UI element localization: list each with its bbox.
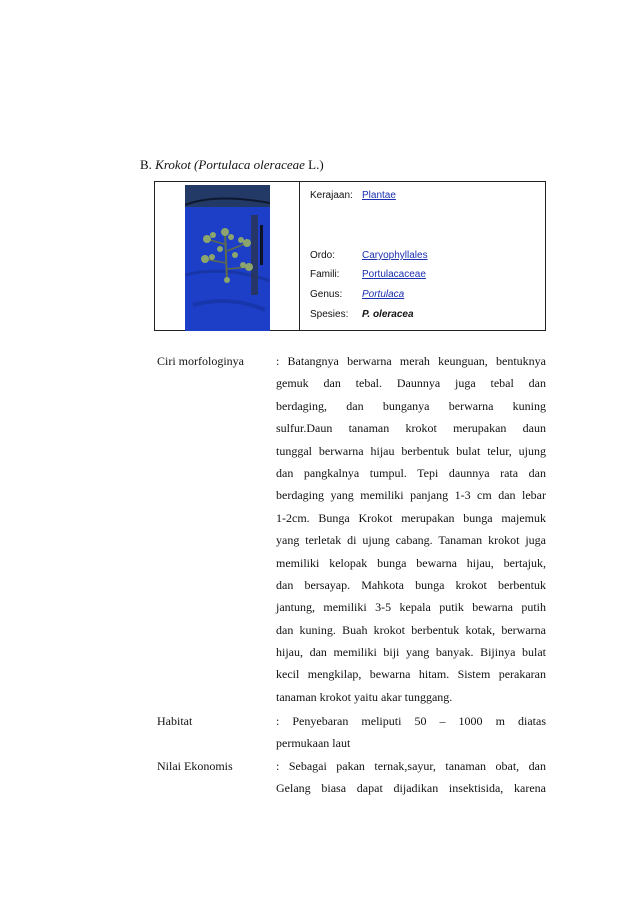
field-label-morphology: Ciri morfologinya	[157, 354, 244, 368]
text-line: berdaging, dan bunganya berwarna kuning	[276, 398, 546, 413]
taxonomy-key: Famili:	[310, 269, 340, 280]
text-line: kecil mengkilap, bewarna hitam. Sistem perakaran	[276, 667, 546, 682]
text-line: Gelang biasa dapat dijadikan insektisida, karena	[276, 781, 546, 796]
text-line: 1-2cm. Bunga Krokot merupakan bunga majemuk	[276, 510, 546, 525]
plant-name: Krokot (Portulaca oleraceae	[155, 157, 305, 172]
plant-author: L.)	[304, 157, 324, 172]
text-line: hijau, dan memiliki biji yang banyak. Bijinya bulat	[276, 645, 546, 660]
taxonomy-table	[154, 181, 546, 331]
text-line: dan kuning. Buah krokot berbentuk kotak, berwarna	[276, 622, 546, 637]
field-body-habitat	[276, 710, 546, 755]
taxonomy-key: Genus:	[310, 289, 343, 300]
text-line: : Penyebaran meliputi 50 – 1000 m diatas	[276, 714, 546, 728]
text-line: dan bersayap. Mahkota bunga krokot berbentuk	[276, 577, 546, 592]
text-line: sulfur.Daun tanaman krokot merupakan daun	[276, 421, 546, 436]
field-label-economic-value: Nilai Ekonomis	[157, 759, 233, 773]
field-body-economic-value	[276, 755, 546, 800]
text-line: dan pangkalnya tumpul. Tepi daunnya rata dan	[276, 465, 546, 480]
taxonomy-row-kingdom	[310, 189, 396, 202]
taxonomy-link-caryophyllales[interactable]: Caryophyllales	[362, 250, 428, 261]
taxonomy-link-portulacaceae[interactable]: Portulacaceae	[362, 269, 426, 280]
field-body-morphology	[276, 350, 546, 708]
taxonomy-row-order	[310, 249, 428, 262]
field-label-habitat: Habitat	[157, 714, 193, 728]
text-line: tunggal berwarna hijau berbentuk bulat telur, ujung	[276, 443, 546, 458]
text-line: gemuk dan tebal. Daunnya juga tebal dan	[276, 376, 546, 391]
text-line: jantung, memiliki 3-5 kepala putik bewarna putih	[276, 600, 546, 615]
taxonomy-species-value: P. oleracea	[362, 309, 414, 320]
taxonomy-key: Ordo:	[310, 250, 336, 261]
text-line: yang terletak di ujung cabang. Tanaman krokot juga	[276, 533, 546, 548]
taxonomy-row-species	[310, 308, 414, 321]
text-line: : Batangnya berwarna merah keunguan, bentuknya	[276, 354, 546, 368]
plant-photo	[185, 185, 270, 331]
taxonomy-link-plantae[interactable]: Plantae	[362, 190, 396, 201]
text-line: berdaging yang memiliki panjang 1-3 cm dan lebar	[276, 488, 546, 503]
section-heading	[140, 156, 324, 174]
taxonomy-row-family	[310, 268, 426, 281]
text-line: memiliki kelopak bunga bewarna hijau, bertajuk,	[276, 555, 546, 570]
taxonomy-key: Kerajaan:	[310, 190, 353, 201]
taxonomy-key: Spesies:	[310, 309, 349, 320]
table-divider	[299, 182, 300, 330]
taxonomy-link-portulaca[interactable]: Portulaca	[362, 289, 405, 300]
text-line: permukaan laut	[276, 736, 351, 751]
text-line: : Sebagai pakan ternak,sayur, tanaman obat, dan	[276, 759, 546, 773]
section-prefix: B.	[140, 157, 152, 172]
text-line: tanaman krokot yaitu akar tunggang.	[276, 689, 453, 704]
taxonomy-row-genus	[310, 288, 404, 301]
